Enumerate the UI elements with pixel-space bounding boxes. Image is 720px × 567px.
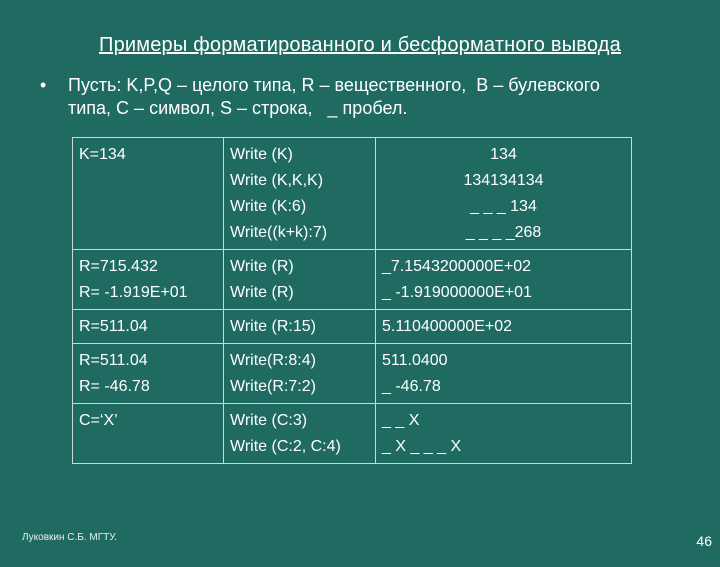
cell-line: C=‘X’ <box>79 412 118 429</box>
table-row <box>73 344 632 404</box>
cell-line: R= -46.78 <box>79 378 150 395</box>
cell-line: Write((k+k):7) <box>230 224 328 241</box>
cell-line: R=511.04 <box>79 352 148 369</box>
cell-line: _ -1.919000000E+01 <box>382 284 532 301</box>
cell-line: K=134 <box>79 146 126 163</box>
table-row <box>73 404 632 464</box>
variable-cell <box>73 344 224 404</box>
output-cell <box>376 310 632 344</box>
table-row <box>73 250 632 310</box>
cell-line: R=511.04 <box>79 318 148 335</box>
cell-line: _ X _ _ _ X <box>382 438 462 455</box>
cell-line: Write (K:6) <box>230 198 307 215</box>
cell-line: 134134134 <box>463 172 544 189</box>
statement-cell <box>224 344 376 404</box>
cell-line: Write (R:15) <box>230 318 316 335</box>
cell-line: _ _ _ _268 <box>465 224 542 241</box>
output-cell <box>376 250 632 310</box>
variable-cell <box>73 138 224 250</box>
cell-line: Write (R) <box>230 258 294 275</box>
cell-line: _ _ _ 134 <box>470 198 537 215</box>
variable-cell <box>73 404 224 464</box>
bullet-line: Пусть: K,P,Q – целого типа, R – вещественного, B – булевского <box>68 75 600 95</box>
cell-line: Write(R:8:4) <box>230 352 316 369</box>
bullet-icon: • <box>40 75 47 95</box>
statement-cell <box>224 138 376 250</box>
variable-cell <box>73 250 224 310</box>
output-cell <box>376 138 632 250</box>
table-row <box>73 138 632 250</box>
cell-line: 134 <box>490 146 517 163</box>
table-row <box>73 310 632 344</box>
cell-line: R= -1.919E+01 <box>79 284 188 301</box>
format-examples-table <box>72 137 632 464</box>
page-number: 46 <box>696 533 712 549</box>
output-cell <box>376 404 632 464</box>
cell-line: Write (K,K,K) <box>230 172 324 189</box>
cell-line: 5.110400000E+02 <box>382 318 513 335</box>
cell-line: R=715.432 <box>79 258 158 275</box>
slide-title: Примеры форматированного и бесформатного вывода <box>99 34 621 56</box>
cell-line: Write(R:7:2) <box>230 378 316 395</box>
bullet-line: типа, C – символ, S – строка, _ пробел. <box>68 98 408 118</box>
statement-cell <box>224 404 376 464</box>
cell-line: Write (R) <box>230 284 294 301</box>
variable-cell <box>73 310 224 344</box>
cell-line: Write (C:2, C:4) <box>230 438 341 455</box>
cell-line: _7.1543200000E+02 <box>382 258 532 275</box>
cell-line: _ _ X <box>382 412 420 429</box>
statement-cell <box>224 310 376 344</box>
cell-line: _ -46.78 <box>382 378 441 395</box>
output-cell <box>376 344 632 404</box>
bullet-text <box>68 74 690 120</box>
cell-line: Write (K) <box>230 146 293 163</box>
cell-line: 511.0400 <box>382 352 448 369</box>
author-footer: Луковкин С.Б. МГТУ. <box>22 532 118 543</box>
bullet-paragraph <box>40 74 690 120</box>
cell-line: Write (C:3) <box>230 412 308 429</box>
statement-cell <box>224 250 376 310</box>
